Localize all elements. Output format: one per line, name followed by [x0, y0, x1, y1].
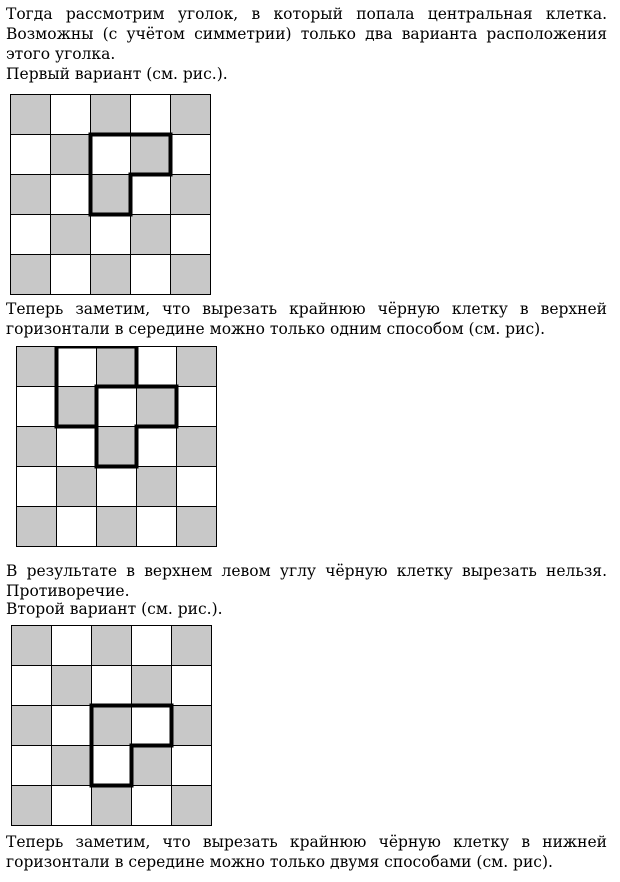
board-cell [17, 427, 57, 467]
board-cell [171, 255, 211, 295]
board-cell [171, 215, 211, 255]
board-cell [131, 95, 171, 135]
board-cell [57, 507, 97, 547]
paragraph-variant-one-heading: Первый вариант (см. рис.). [6, 65, 228, 83]
paragraph-contradiction: В результате в верхнем левом углу чёрную клетку вырезать нельзя. Противоречие. [6, 562, 607, 600]
paragraph-bottom-row-cut: Теперь заметим, что вырезать крайнюю чёрную клетку в нижней горизонтали в середине можно только двумя способами (см. рис). [6, 833, 607, 871]
board-cell [132, 786, 172, 826]
figure-board-2 [16, 346, 217, 547]
board-cell [137, 427, 177, 467]
board-cell [177, 347, 217, 387]
board-cell [12, 706, 52, 746]
board-cell [132, 666, 172, 706]
board-cell [137, 347, 177, 387]
board-cell [12, 666, 52, 706]
board-cell [131, 135, 171, 175]
board-cell [91, 255, 131, 295]
board-cell [12, 746, 52, 786]
board-cell [172, 666, 212, 706]
board-cell [57, 347, 97, 387]
board-cell [171, 95, 211, 135]
board-cell [92, 746, 132, 786]
board-cell [91, 215, 131, 255]
board-cell [92, 706, 132, 746]
board-cell [131, 175, 171, 215]
board-cell [97, 387, 137, 427]
board-3-svg [11, 625, 212, 826]
board-cell [17, 347, 57, 387]
figure-board-3 [11, 625, 212, 826]
board-2-svg [16, 346, 217, 547]
board-cell [57, 467, 97, 507]
board-cell [17, 507, 57, 547]
board-cell [97, 467, 137, 507]
board-cell [51, 255, 91, 295]
board-cell [172, 706, 212, 746]
board-cell [132, 706, 172, 746]
board-cell [132, 746, 172, 786]
board-cell [91, 135, 131, 175]
board-cell [57, 427, 97, 467]
board-cell [131, 215, 171, 255]
board-cell [97, 427, 137, 467]
board-cell [11, 175, 51, 215]
board-cell [51, 135, 91, 175]
paragraph-intro: Тогда рассмотрим уголок, в который попала центральная клетка. Возможны (с учётом симметрии) только два варианта расположения этого уголка. [6, 5, 607, 63]
board-cell [52, 626, 92, 666]
board-cell [172, 746, 212, 786]
board-cell [97, 347, 137, 387]
board-cell [17, 387, 57, 427]
board-cell [52, 746, 92, 786]
board-cell [12, 626, 52, 666]
board-cell [11, 215, 51, 255]
board-cell [171, 135, 211, 175]
board-cell [131, 255, 171, 295]
board-cell [91, 175, 131, 215]
paragraph-variant-two-heading: Второй вариант (см. рис.). [6, 600, 223, 618]
board-cell [137, 387, 177, 427]
board-cell [52, 706, 92, 746]
board-cell [92, 626, 132, 666]
paragraph-top-row-cut: Теперь заметим, что вырезать крайнюю чёрную клетку в верхней горизонтали в середине можно только одним способом (см. рис). [6, 300, 607, 338]
board-cell [52, 786, 92, 826]
board-cell [52, 666, 92, 706]
board-cell [91, 95, 131, 135]
board-cell [51, 215, 91, 255]
board-cell [11, 135, 51, 175]
figure-board-1 [10, 94, 211, 295]
board-cell [51, 175, 91, 215]
board-1-svg [10, 94, 211, 295]
board-cell [172, 626, 212, 666]
board-cell [177, 507, 217, 547]
board-cell [177, 427, 217, 467]
board-cell [17, 467, 57, 507]
board-cell [92, 786, 132, 826]
board-cell [172, 786, 212, 826]
board-cell [51, 95, 91, 135]
board-cell [11, 95, 51, 135]
board-cell [137, 467, 177, 507]
board-cell [177, 467, 217, 507]
board-cell [137, 507, 177, 547]
board-cell [132, 626, 172, 666]
board-cell [57, 387, 97, 427]
board-cell [177, 387, 217, 427]
board-cell [11, 255, 51, 295]
board-cell [97, 507, 137, 547]
board-cell [92, 666, 132, 706]
board-cell [12, 786, 52, 826]
board-cell [171, 175, 211, 215]
